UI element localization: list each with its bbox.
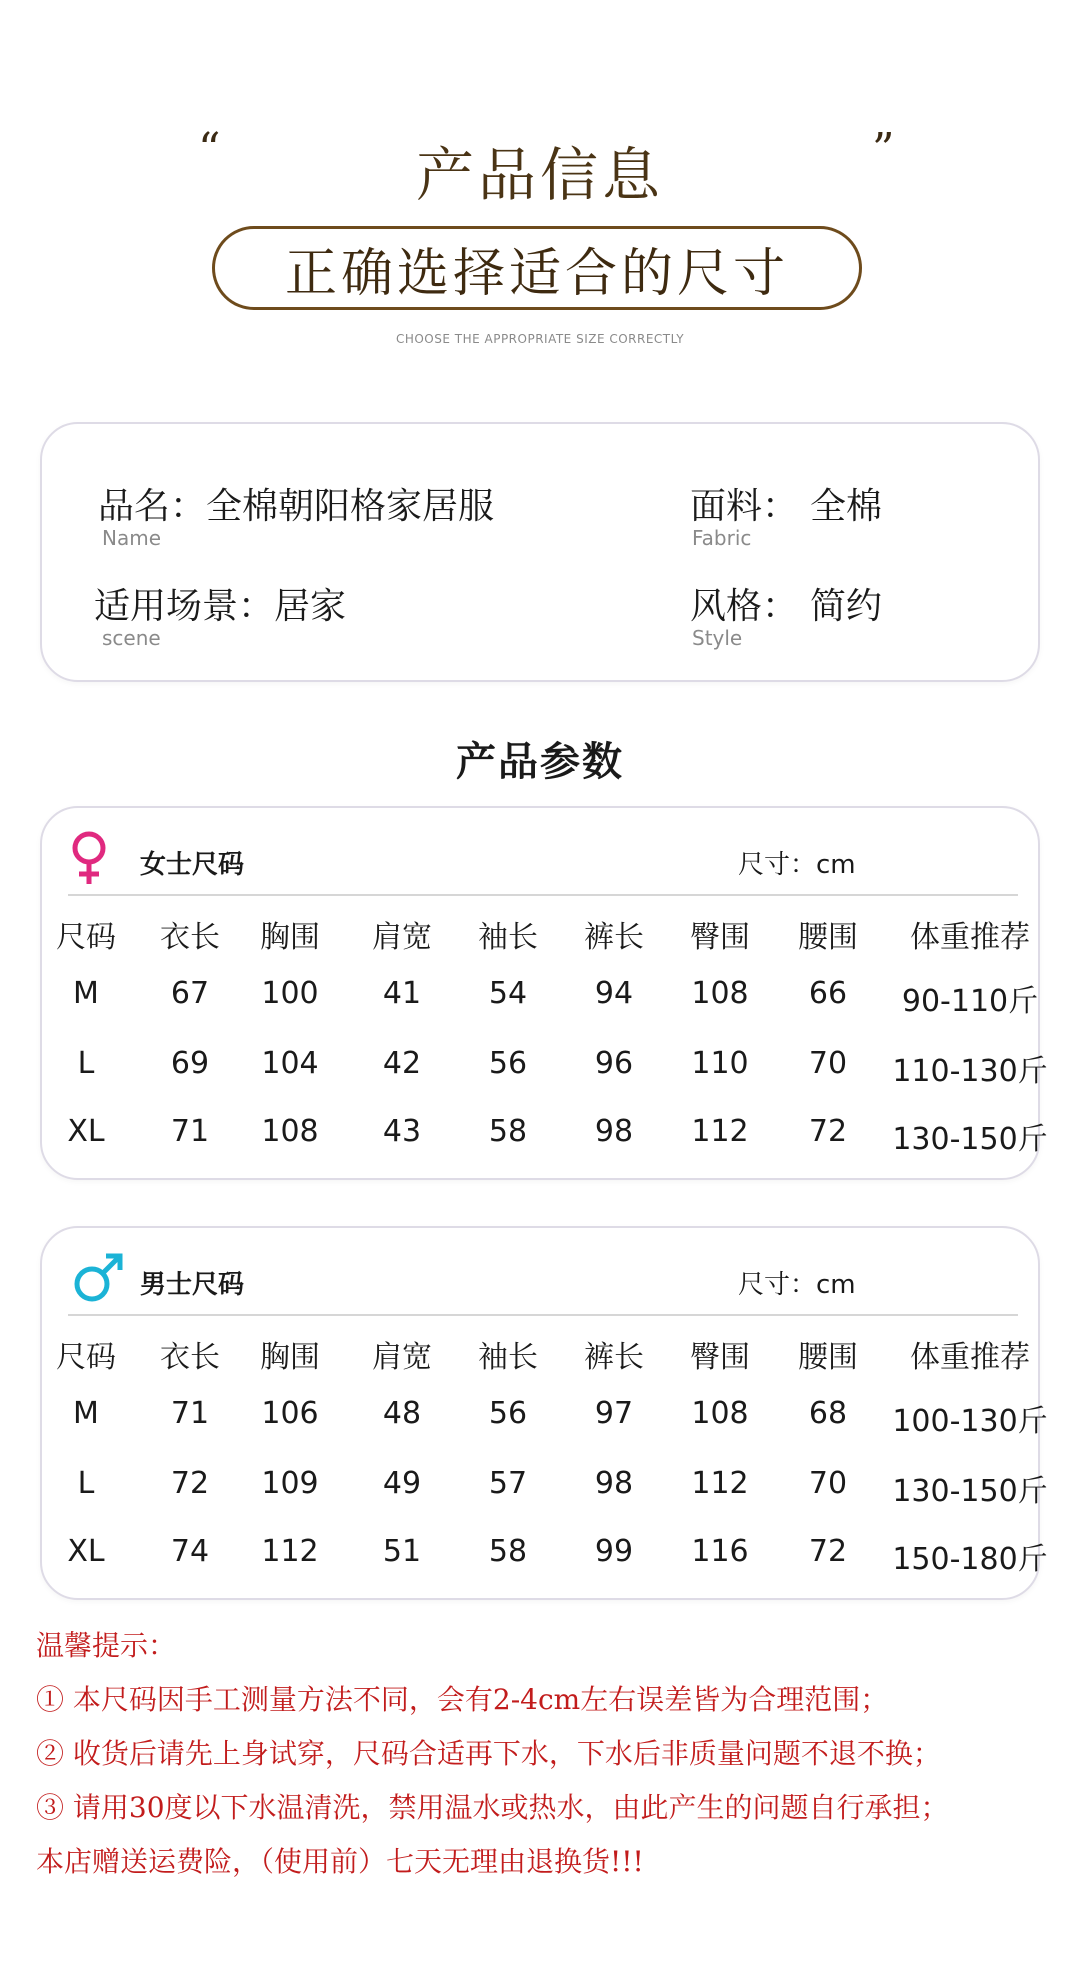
- women-header-cell: 体重推荐: [910, 920, 1030, 955]
- women-table-cell: 69: [170, 1046, 210, 1081]
- men-table-cell: 72: [808, 1534, 848, 1569]
- women-card-title: 女士尺码: [140, 850, 245, 880]
- product-name-en: Name: [102, 526, 162, 550]
- women-header-cell: 尺码: [56, 920, 116, 955]
- women-table-cell: 98: [594, 1114, 634, 1149]
- women-table-cell: 54: [488, 976, 528, 1011]
- women-table-cell: 110-130斤: [892, 1054, 1048, 1089]
- men-table-cell: 56: [488, 1396, 528, 1431]
- tip-item-4: 本店赠送运费险，（使用前）七天无理由退换货!!!: [36, 1845, 644, 1878]
- men-table-cell: 109: [261, 1466, 319, 1501]
- tip-item-3: ③ 请用30度以下水温清洗，禁用温水或热水，由此产生的问题自行承担；: [36, 1791, 949, 1824]
- men-table-cell: 112: [691, 1466, 749, 1501]
- men-table-cell: 150-180斤: [892, 1542, 1048, 1577]
- men-table-cell: 48: [382, 1396, 422, 1431]
- women-table-cell: 94: [594, 976, 634, 1011]
- men-table-cell: 74: [170, 1534, 210, 1569]
- women-table-cell: M: [73, 976, 99, 1011]
- women-table-cell: 71: [170, 1114, 210, 1149]
- men-table-cell: XL: [67, 1534, 105, 1569]
- women-table-cell: 108: [261, 1114, 319, 1149]
- product-name-label: 品名：全棉朝阳格家居服: [98, 486, 495, 527]
- scene-label: 适用场景：居家: [94, 586, 347, 627]
- men-card-title: 男士尺码: [140, 1270, 245, 1300]
- women-table-cell: 110: [691, 1046, 749, 1081]
- women-header-cell: 裤长: [584, 920, 644, 955]
- women-header-cell: 肩宽: [372, 920, 432, 955]
- women-unit-label: 尺寸：cm: [738, 850, 856, 880]
- fabric-en: Fabric: [692, 526, 752, 550]
- men-table-cell: 58: [488, 1534, 528, 1569]
- men-header-cell: 胸围: [260, 1340, 320, 1375]
- women-table-cell: 108: [691, 976, 749, 1011]
- style-label: 风格：: [690, 586, 799, 627]
- women-table-cell: 100: [261, 976, 319, 1011]
- men-table-cell: 108: [691, 1396, 749, 1431]
- women-header-cell: 胸围: [260, 920, 320, 955]
- fabric-value: 全棉: [810, 486, 883, 527]
- men-table-cell: 112: [261, 1534, 319, 1569]
- men-table-cell: 72: [170, 1466, 210, 1501]
- women-table-cell: 66: [808, 976, 848, 1011]
- tips-title: 温馨提示：: [36, 1629, 177, 1662]
- women-table-cell: 58: [488, 1114, 528, 1149]
- men-size-card: [40, 1226, 1048, 1600]
- men-table-cell: 68: [808, 1396, 848, 1431]
- men-header-cell: 臀围: [690, 1340, 750, 1375]
- women-size-card: [40, 806, 1048, 1180]
- close-quote-mark: ”: [872, 124, 895, 175]
- men-header-cell: 肩宽: [372, 1340, 432, 1375]
- women-table-cell: 90-110斤: [901, 984, 1039, 1019]
- section-title: 产品参数: [456, 739, 624, 785]
- men-table-cell: 71: [170, 1396, 210, 1431]
- style-value: 简约: [810, 586, 883, 627]
- men-header-cell: 袖长: [478, 1340, 538, 1375]
- men-table-cell: 130-150斤: [892, 1474, 1048, 1509]
- style-en: Style: [692, 626, 743, 650]
- women-table-cell: 41: [382, 976, 422, 1011]
- men-header-cell: 腰围: [798, 1340, 858, 1375]
- men-table-cell: 99: [594, 1534, 634, 1569]
- men-table-cell: L: [77, 1466, 95, 1501]
- women-table-cell: 43: [382, 1114, 422, 1149]
- open-quote-mark: “: [198, 124, 221, 175]
- size-tagline-pill: [212, 226, 862, 310]
- women-table-cell: L: [77, 1046, 95, 1081]
- size-tagline-text: 正确选择适合的尺寸: [284, 243, 789, 304]
- women-header-cell: 袖长: [478, 920, 538, 955]
- women-table-cell: 56: [488, 1046, 528, 1081]
- women-header-cell: 腰围: [798, 920, 858, 955]
- men-header-cell: 衣长: [160, 1340, 220, 1375]
- men-header-cell: 尺码: [56, 1340, 116, 1375]
- women-table-cell: 70: [808, 1046, 848, 1081]
- men-table-cell: 106: [261, 1396, 319, 1431]
- men-table-cell: 116: [691, 1534, 749, 1569]
- women-header-cell: 衣长: [160, 920, 220, 955]
- fabric-label: 面料：: [690, 486, 799, 527]
- women-size-table: [42, 808, 1048, 1182]
- women-table-cell: 112: [691, 1114, 749, 1149]
- men-table-cell: 100-130斤: [892, 1404, 1048, 1439]
- women-table-cell: 72: [808, 1114, 848, 1149]
- women-table-cell: 96: [594, 1046, 634, 1081]
- page-title: 产品信息: [415, 141, 664, 209]
- scene-en: scene: [102, 626, 161, 650]
- men-header-cell: 体重推荐: [910, 1340, 1030, 1375]
- women-table-cell: 42: [382, 1046, 422, 1081]
- women-table-cell: 67: [170, 976, 210, 1011]
- men-table-cell: 97: [594, 1396, 634, 1431]
- women-table-cell: XL: [67, 1114, 105, 1149]
- women-header-cell: 臀围: [690, 920, 750, 955]
- men-unit-label: 尺寸：cm: [738, 1270, 856, 1300]
- women-table-cell: 130-150斤: [892, 1122, 1048, 1157]
- tip-item-2: ② 收货后请先上身试穿，尺码合适再下水，下水后非质量问题不退不换；: [36, 1737, 941, 1770]
- men-table-cell: M: [73, 1396, 99, 1431]
- men-table-cell: 49: [382, 1466, 422, 1501]
- men-size-table: [42, 1228, 1048, 1602]
- tip-item-1: ① 本尺码因手工测量方法不同，会有2-4cm左右误差皆为合理范围；: [36, 1683, 889, 1716]
- men-table-cell: 51: [382, 1534, 422, 1569]
- english-subtitle: CHOOSE THE APPROPRIATE SIZE CORRECTLY: [395, 332, 685, 346]
- men-table-cell: 98: [594, 1466, 634, 1501]
- men-table-cell: 57: [488, 1466, 528, 1501]
- men-header-cell: 裤长: [584, 1340, 644, 1375]
- men-table-cell: 70: [808, 1466, 848, 1501]
- women-table-cell: 104: [261, 1046, 319, 1081]
- product-info-card: [40, 422, 1040, 682]
